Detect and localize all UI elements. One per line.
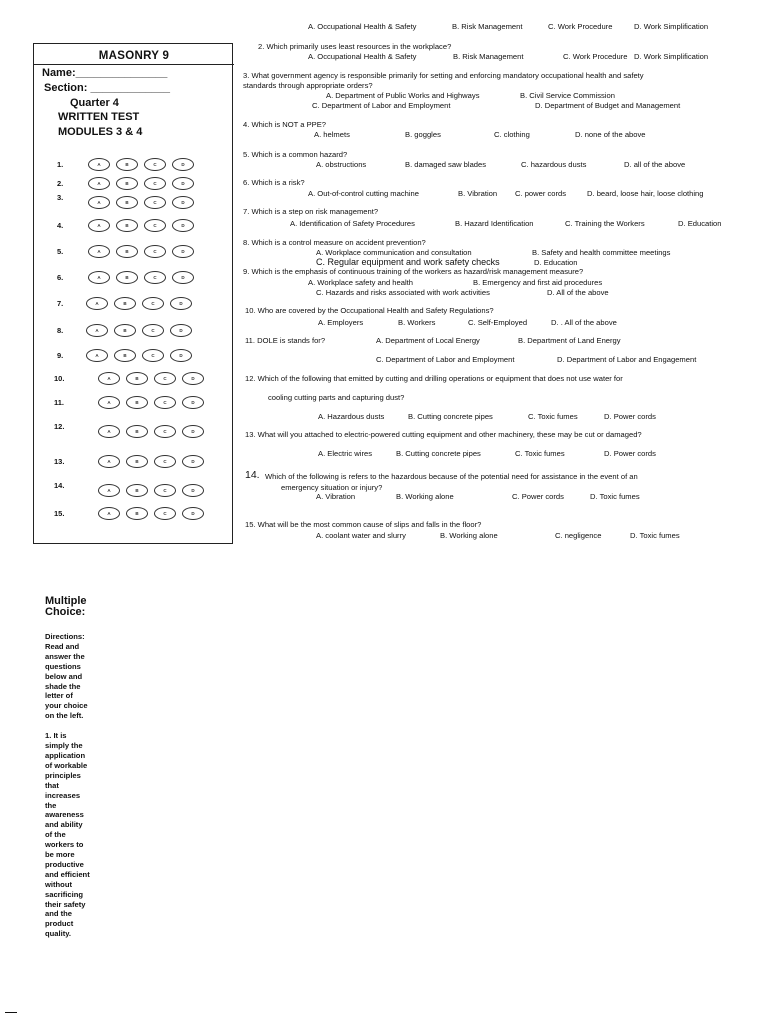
answer-bubble-b[interactable]: B: [114, 349, 136, 362]
answer-row: [54, 349, 224, 363]
answer-bubble-b[interactable]: B: [116, 271, 138, 284]
answer-bubble-c[interactable]: C: [154, 484, 176, 497]
directions-line: below and: [45, 671, 83, 681]
answer-row: [54, 158, 224, 172]
answer-row: [54, 271, 224, 285]
answer-option-d: D. Education: [678, 219, 722, 228]
answer-option-b: B. Workers: [398, 318, 436, 327]
answer-bubble-c[interactable]: C: [142, 349, 164, 362]
question-text: 9. Which is the emphasis of continuous training of the workers as hazard/risk management measure?: [243, 267, 584, 276]
answer-bubble-d[interactable]: D: [182, 484, 204, 497]
q1-option: B. Risk Management: [452, 22, 523, 31]
question-1-line: sacrificing: [45, 889, 83, 899]
directions-line: Read and: [45, 641, 80, 651]
answer-bubble-d[interactable]: D: [172, 271, 194, 284]
answer-bubble-c[interactable]: C: [144, 196, 166, 209]
question-text: 13. What will you attached to electric-powered cutting equipment and other machinery, these may be cut or damaged?: [245, 430, 642, 439]
question-1-line: of the: [45, 830, 66, 840]
question-1-line: simply the: [45, 741, 83, 751]
question-text: 12. Which of the following that emitted by cutting and drilling operations or equipment that does not use water for: [245, 374, 623, 383]
answer-bubble-b[interactable]: B: [116, 158, 138, 171]
answer-option-c: C. Department of Labor and Employment: [376, 355, 515, 364]
answer-number: 6.: [57, 273, 64, 282]
title-divider: [34, 64, 234, 65]
answer-option-d: D. Work Simplification: [634, 52, 709, 61]
question-text: 7. Which is a step on risk management?: [243, 207, 379, 216]
answer-option-b: B. goggles: [405, 130, 441, 139]
subject-title: MASONRY 9: [98, 50, 170, 62]
answer-bubble-c[interactable]: C: [144, 177, 166, 190]
directions-line: letter of: [45, 691, 73, 701]
answer-bubble-d[interactable]: D: [172, 219, 194, 232]
answer-option-a: A. Hazardous dusts: [318, 412, 385, 421]
answer-number: 13.: [54, 457, 65, 466]
answer-number: 10.: [54, 374, 65, 383]
answer-bubble-b[interactable]: B: [116, 177, 138, 190]
answer-bubble-a[interactable]: A: [88, 219, 110, 232]
question-text: 8. Which is a control measure on accident prevention?: [243, 238, 426, 247]
answer-option-d: D. . All of the above: [551, 318, 617, 327]
answer-option-a: A. Electric wires: [318, 449, 373, 458]
question-1-line: workers to: [45, 840, 84, 850]
question-1-line: productive: [45, 859, 84, 869]
answer-row: [54, 219, 224, 233]
question-text: 4. Which is NOT a PPE?: [243, 120, 326, 129]
answer-option-a: A. Occupational Health & Safety: [308, 52, 417, 61]
answer-bubble-a[interactable]: A: [88, 245, 110, 258]
answer-option-b: B. Vibration: [458, 189, 498, 198]
answer-number: 9.: [57, 351, 64, 360]
directions-line: questions: [45, 661, 81, 671]
directions-label: Directions:: [45, 632, 85, 641]
answer-option-a: A. Department of Public Works and Highways: [326, 91, 480, 100]
answer-row: [54, 396, 224, 410]
answer-option-d: D. Education: [534, 258, 578, 267]
answer-bubble-d[interactable]: D: [172, 158, 194, 171]
answer-bubble-c[interactable]: C: [144, 219, 166, 232]
question-1-line: and the: [45, 909, 73, 919]
answer-bubble-b[interactable]: B: [126, 396, 148, 409]
answer-row: [54, 455, 224, 469]
question-text: 3. What government agency is responsible primarily for setting and enforcing mandatory occupational health and safety: [243, 71, 644, 80]
answer-bubble-c[interactable]: C: [154, 455, 176, 468]
question-1-line: principles: [45, 770, 81, 780]
answer-option-a: A. Employers: [318, 318, 364, 327]
answer-row: [54, 245, 224, 259]
answer-option-a: A. obstructions: [316, 160, 367, 169]
answer-row: [54, 193, 224, 210]
answer-row: [54, 297, 224, 311]
answer-option-b: B. Safety and health committee meetings: [532, 248, 671, 257]
answer-option-c: C. Self-Employed: [468, 318, 528, 327]
name-field: Name:_______________: [42, 67, 168, 79]
answer-row: [54, 422, 224, 439]
answer-number: 7.: [57, 299, 64, 308]
question-text-cont: standards through appropriate orders?: [243, 81, 373, 90]
answer-option-c: C. Department of Labor and Employment: [312, 101, 451, 110]
answer-bubble-a[interactable]: A: [98, 396, 120, 409]
test-label: WRITTEN TEST: [58, 111, 140, 123]
question-1-line: of workable: [45, 760, 88, 770]
answer-bubble-d[interactable]: D: [182, 425, 204, 438]
answer-number: 2.: [57, 179, 64, 188]
answer-number: 4.: [57, 221, 64, 230]
quarter-label: Quarter 4: [70, 97, 119, 109]
answer-bubble-b[interactable]: B: [126, 372, 148, 385]
answer-option-c: C. Toxic fumes: [515, 449, 565, 458]
directions-line: your choice: [45, 701, 88, 711]
question-text: 14.: [245, 469, 260, 481]
question-1-line: without: [45, 879, 72, 889]
answer-bubble-b[interactable]: B: [116, 245, 138, 258]
answer-bubble-c[interactable]: C: [142, 297, 164, 310]
modules-label: MODULES 3 & 4: [58, 126, 143, 138]
answer-option-a: A. Department of Local Energy: [376, 336, 480, 345]
answer-number: 14.: [54, 481, 65, 490]
answer-bubble-d[interactable]: D: [170, 297, 192, 310]
answer-bubble-b[interactable]: B: [126, 484, 148, 497]
question-1-line: and efficient: [45, 869, 90, 879]
answer-bubble-a[interactable]: A: [86, 349, 108, 362]
answer-option-c: C. Work Procedure: [563, 52, 628, 61]
answer-option-c: C. negligence: [555, 531, 602, 540]
question-text: 15. What will be the most common cause of slips and falls in the floor?: [245, 520, 482, 529]
answer-bubble-d[interactable]: D: [172, 177, 194, 190]
mc-heading-2: Choice:: [45, 606, 86, 618]
answer-bubble-c[interactable]: C: [144, 271, 166, 284]
answer-option-c: C. Power cords: [512, 492, 564, 501]
answer-number: 5.: [57, 247, 64, 256]
answer-sheet-panel: [33, 43, 233, 544]
answer-option-c: C. hazardous dusts: [521, 160, 587, 169]
question-text: 11. DOLE is stands for?: [245, 336, 326, 345]
directions-text: [45, 642, 105, 721]
answer-bubble-d[interactable]: D: [172, 196, 194, 209]
answer-bubble-a[interactable]: A: [98, 484, 120, 497]
answer-option-b: B. Risk Management: [453, 52, 524, 61]
answer-option-a: A. helmets: [314, 130, 350, 139]
answer-bubble-c[interactable]: C: [154, 507, 176, 520]
question-1-text: [45, 731, 105, 939]
answer-option-d: D. Power cords: [604, 449, 656, 458]
answer-option-b: B. Working alone: [396, 492, 454, 501]
question-text: 6. Which is a risk?: [243, 178, 305, 187]
answer-bubble-c[interactable]: C: [144, 245, 166, 258]
question-text: 5. Which is a common hazard?: [243, 150, 348, 159]
answer-option-a: A. Out-of-control cutting machine: [308, 189, 420, 198]
answer-option-d: D. beard, loose hair, loose clothing: [587, 189, 704, 198]
answer-row: [54, 177, 224, 191]
answer-bubble-a[interactable]: A: [88, 271, 110, 284]
question-1-line: product: [45, 919, 74, 929]
answer-bubble-a[interactable]: A: [88, 158, 110, 171]
answer-number: 11.: [54, 398, 65, 407]
q1-option: A. Occupational Health & Safety: [308, 22, 417, 31]
answer-bubble-d[interactable]: D: [182, 372, 204, 385]
answer-bubble-a[interactable]: A: [98, 425, 120, 438]
answer-bubble-b[interactable]: B: [116, 219, 138, 232]
answer-option-b: B. Cutting concrete pipes: [396, 449, 481, 458]
question-1-line: awareness: [45, 810, 84, 820]
answer-number: 1.: [57, 160, 64, 169]
answer-option-d: D. All of the above: [547, 288, 609, 297]
directions-line: on the left.: [45, 711, 84, 721]
answer-bubble-c[interactable]: C: [154, 396, 176, 409]
answer-option-b: B. Emergency and first aid procedures: [473, 278, 603, 287]
answer-bubble-a[interactable]: A: [98, 507, 120, 520]
answer-bubble-d[interactable]: D: [170, 349, 192, 362]
answer-option-a: A. Workplace safety and health: [308, 278, 413, 287]
answer-option-d: D. all of the above: [624, 160, 686, 169]
answer-option-d: D. Power cords: [604, 412, 656, 421]
question-1-line: and ability: [45, 820, 83, 830]
answer-bubble-c[interactable]: C: [144, 158, 166, 171]
answer-number: 8.: [57, 326, 64, 335]
answer-number: 3.: [57, 193, 64, 202]
answer-option-a: A. Vibration: [316, 492, 356, 501]
answer-bubble-b[interactable]: B: [126, 425, 148, 438]
answer-bubble-b[interactable]: B: [116, 196, 138, 209]
answer-option-d: D. Department of Budget and Management: [535, 101, 681, 110]
answer-option-b: B. Department of Land Energy: [518, 336, 621, 345]
answer-bubble-c[interactable]: C: [154, 425, 176, 438]
q1-option: D. Work Simplification: [634, 22, 709, 31]
answer-number: 15.: [54, 509, 65, 518]
answer-option-d: D. none of the above: [575, 130, 646, 139]
answer-option-c: C. Hazards and risks associated with work activities: [316, 288, 490, 297]
answer-bubble-a[interactable]: A: [86, 297, 108, 310]
answer-option-d: D. Toxic fumes: [590, 492, 640, 501]
answer-bubble-c[interactable]: C: [142, 324, 164, 337]
answer-bubble-a[interactable]: A: [98, 455, 120, 468]
answer-bubble-a[interactable]: A: [88, 196, 110, 209]
directions-line: shade the: [45, 681, 81, 691]
answer-bubble-d[interactable]: D: [182, 396, 204, 409]
mc-heading-1: Multiple: [45, 595, 87, 607]
answer-option-a: A. Workplace communication and consultation: [316, 248, 472, 257]
question-1-line: application: [45, 750, 86, 760]
answer-row: [54, 324, 224, 338]
answer-bubble-d[interactable]: D: [182, 507, 204, 520]
answer-option-b: B. Hazard Identification: [455, 219, 534, 228]
question-1-line: the: [45, 800, 57, 810]
answer-option-a: A. Identification of Safety Procedures: [290, 219, 415, 228]
answer-bubble-b[interactable]: B: [126, 507, 148, 520]
question-1-line: quality.: [45, 929, 72, 939]
question-text-cont: cooling cutting parts and capturing dust?: [268, 393, 405, 402]
answer-option-c: C. Toxic fumes: [528, 412, 578, 421]
answer-option-a: A. coolant water and slurry: [316, 531, 406, 540]
instructions-column: [45, 596, 105, 939]
answer-number: 12.: [54, 422, 65, 431]
question-text: 10. Who are covered by the Occupational Health and Safety Regulations?: [245, 306, 494, 315]
answer-row: [54, 481, 224, 498]
question-1-line: their safety: [45, 899, 86, 909]
answer-bubble-b[interactable]: B: [114, 297, 136, 310]
answer-option-d: D. Toxic fumes: [630, 531, 680, 540]
answer-bubble-a[interactable]: A: [88, 177, 110, 190]
footer-dash: [5, 1012, 17, 1013]
question-1-line: be more: [45, 850, 75, 860]
answer-option-c: C. clothing: [494, 130, 530, 139]
question-1-line: 1. It is: [45, 731, 67, 741]
question-text: Which of the following is refers to the hazardous because of the potential need for assistance in the event of an: [265, 472, 638, 481]
question-text: 2. Which primarily uses least resources in the workplace?: [258, 42, 452, 51]
answer-bubble-d[interactable]: D: [172, 245, 194, 258]
answer-option-b: B. Civil Service Commission: [520, 91, 615, 100]
q1-option: C. Work Procedure: [548, 22, 613, 31]
answer-row: [54, 372, 224, 386]
answer-bubble-d[interactable]: D: [182, 455, 204, 468]
answer-option-c: C. Training the Workers: [565, 219, 645, 228]
answer-row: [54, 507, 224, 521]
answer-option-c: C. power cords: [515, 189, 567, 198]
answer-option-b: B. damaged saw blades: [405, 160, 487, 169]
answer-bubble-d[interactable]: D: [170, 324, 192, 337]
answer-option-b: B. Working alone: [440, 531, 498, 540]
answer-option-d: D. Department of Labor and Engagement: [557, 355, 697, 364]
section-field: Section: _____________: [44, 82, 170, 94]
answer-bubble-a[interactable]: A: [98, 372, 120, 385]
answer-bubble-a[interactable]: A: [86, 324, 108, 337]
answer-bubble-b[interactable]: B: [126, 455, 148, 468]
answer-bubble-b[interactable]: B: [114, 324, 136, 337]
answer-bubble-c[interactable]: C: [154, 372, 176, 385]
question-1-line: increases: [45, 790, 81, 800]
answer-option-b: B. Cutting concrete pipes: [408, 412, 493, 421]
answer-option-c: C. Regular equipment and work safety checks: [316, 257, 500, 267]
question-1-line: that: [45, 780, 59, 790]
directions-line: answer the: [45, 651, 85, 661]
question-text-cont: emergency situation or injury?: [281, 483, 383, 492]
